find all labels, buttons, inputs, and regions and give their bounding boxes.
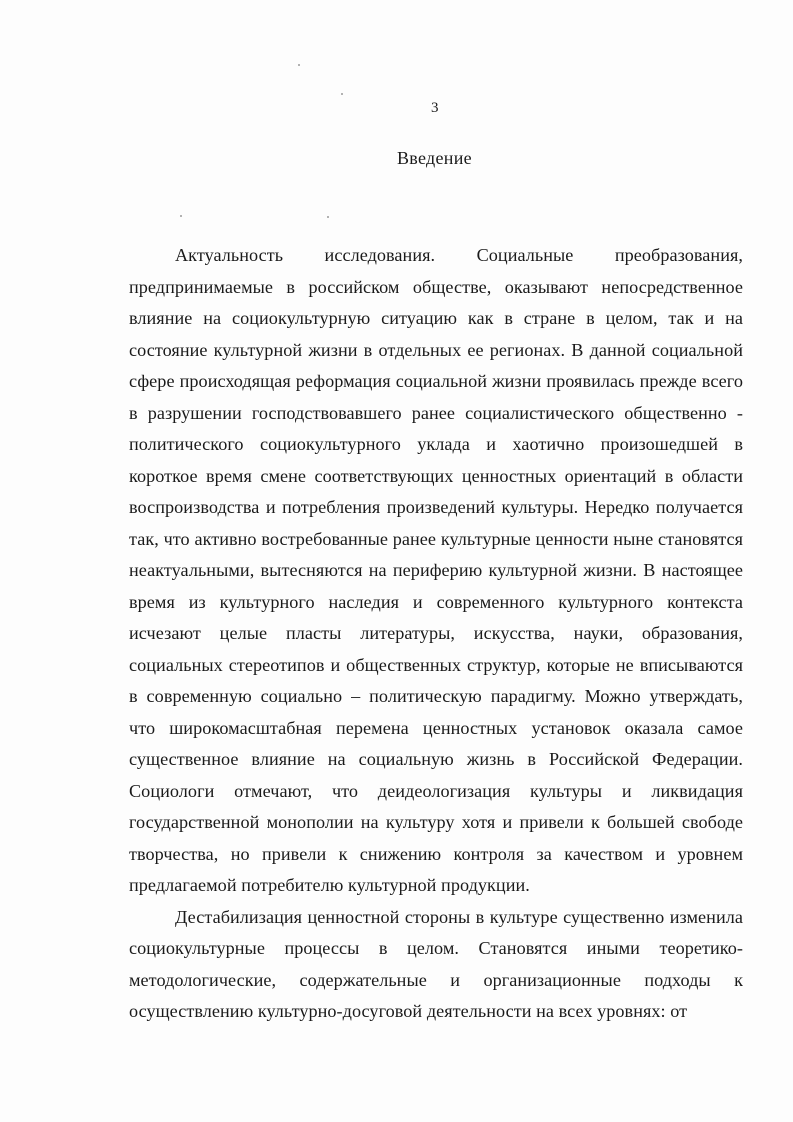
paragraph-1: Актуальность исследования. Социальные преобразования, предпринимаемые в российском обществе, оказывают непосредственное влияние на социокультурную ситуацию как в стране в целом, так и на состояние культурной жизни в отдельных ее регионах. В данной социальной сфере происходящая реформация социальной жизни проявилась прежде всего в разрушении господствовавшего ранее социалистического общественно - политического социокультурного уклада и хаотично произошедшей в короткое время смене соответствующих ценностных ориентаций в области воспроизводства и потребления произведений культуры. Нередко получается так, что активно востребованные ранее культурные ценности ныне становятся неактуальными, вытесняются на периферию культурной жизни. В настоящее время из культурного наследия и современного культурного контекста исчезают целые пласты литературы, искусства, науки, образования, социальных стереотипов и общественных структур, которые не вписываются в современную социально – политическую парадигму. Можно утверждать, что широкомасштабная перемена ценностных установок оказала самое существенное влияние на социальную жизнь в Российской Федерации. Социологи отмечают, что деидеологизация культуры и ликвидация государственной монополии на культуру хотя и привели к большей свободе творчества, но привели к снижению контроля за качеством и уровнем предлагаемой потребителю культурной продукции. [129,245,743,895]
page-number: 3 [431,100,439,116]
page-title: Введение [397,148,472,168]
scan-speck [180,215,182,217]
scan-speck [341,93,343,95]
paragraph-2: Дестабилизация ценностной стороны в культуре существенно изменила социокультурные процессы в целом. Становятся иными теоретико-методологические, содержательные и организационные подходы к осуществлению культурно-досуговой деятельности на всех уровнях: от [129,906,743,1021]
scan-speck [298,64,300,66]
scan-speck [327,216,329,218]
body-text [129,240,743,1028]
